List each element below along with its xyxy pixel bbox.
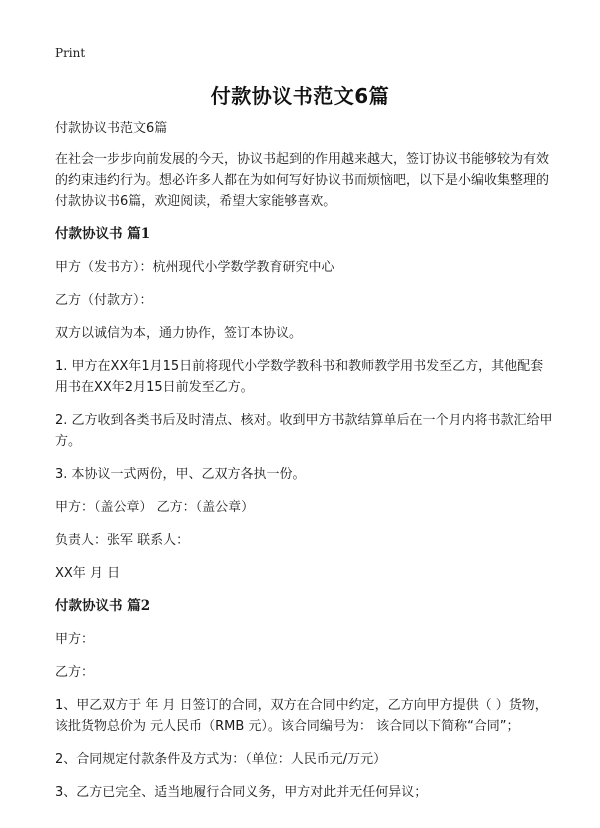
clause-2-1: 1、甲乙双方于 年 月 日签订的合同，双方在合同中约定，乙方向甲方提供（ ）货物，该批货物总价为 元人民币（RMB 元）。该合同编号为： 该合同以下简称“合同”；	[55, 698, 548, 734]
party-b-line-2: 乙方：	[55, 665, 95, 680]
date-line: XX年 月 日	[55, 566, 121, 581]
document-subtitle: 付款协议书范文6篇	[55, 121, 168, 136]
party-a-line: 甲方（发书方）：杭州现代小学数学教育研究中心	[55, 260, 335, 275]
clause-2: 2. 乙方收到各类书后及时清点、核对。收到甲方书款结算单后在一个月内将书款汇给甲方。	[55, 413, 553, 449]
section-heading-1: 付款协议书 篇1	[55, 226, 151, 242]
clause-1: 1. 甲方在XX年1月15日前将现代小学数学教科书和教师教学用书发至乙方，其他配套用书在XX年2月15日前发至乙方。	[55, 359, 544, 395]
clause-2-2: 2、合同规定付款条件及方式为：（单位：人民币元/万元）	[55, 752, 387, 767]
clause-3: 3. 本协议一式两份，甲、乙双方各执一份。	[55, 467, 306, 482]
section-heading-2: 付款协议书 篇2	[55, 598, 151, 614]
seal-line: 甲方：（盖公章） 乙方：（盖公章）	[55, 500, 255, 515]
party-a-line-2: 甲方：	[55, 632, 95, 647]
page-title: 付款协议书范文6篇	[210, 84, 390, 108]
contact-line: 负责人：张军 联系人：	[55, 533, 190, 548]
clause-2-3: 3、乙方已完全、适当地履行合同义务，甲方对此并无任何异议；	[55, 785, 428, 800]
agreement-statement: 双方以诚信为本，通力协作，签订本协议。	[55, 326, 303, 341]
intro-paragraph: 在社会一步步向前发展的今天，协议书起到的作用越来越大，签订协议书能够较为有效的约束违约行为。想必许多人都在为如何写好协议书而烦恼吧，以下是小编收集整理的付款协议书6篇，欢迎阅读，希望大家能够喜欢。	[55, 152, 550, 209]
document-body	[55, 118, 553, 815]
party-b-line: 乙方（付款方）：	[55, 293, 153, 308]
print-label: Print	[55, 46, 86, 60]
